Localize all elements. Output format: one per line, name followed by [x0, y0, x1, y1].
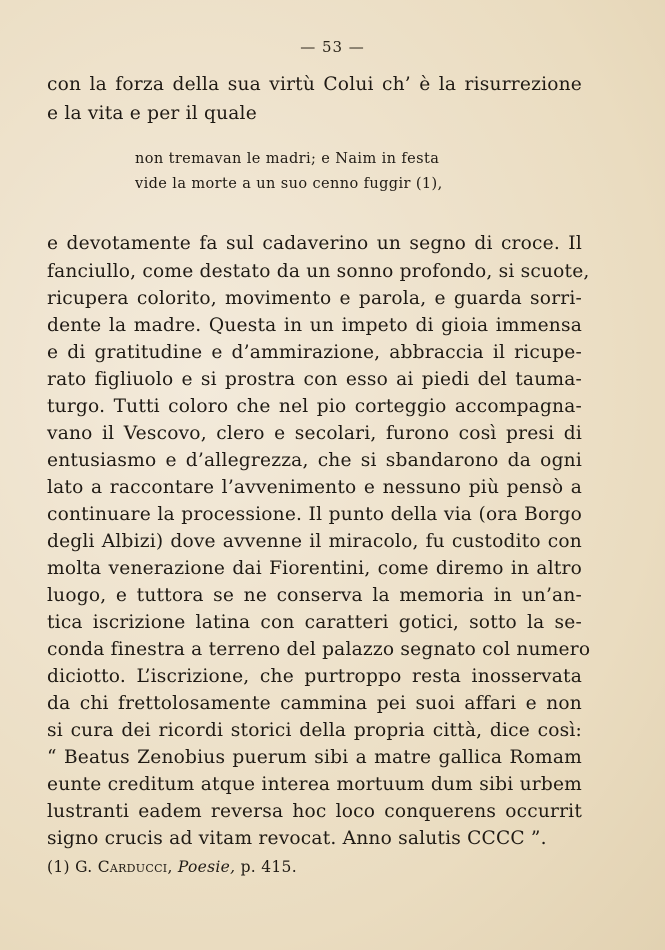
- text-line: lustranti eadem reversa hoc loco conquerens occurrit: [47, 801, 582, 822]
- text-line: signo crucis ad vitam revocat. Anno salutis CCCC ”.: [47, 828, 547, 849]
- footnote-author: Carducci,: [97, 858, 173, 876]
- text-line: diciotto. L’iscrizione, che purtroppo resta inosservata: [47, 666, 582, 687]
- text-line: dente la madre. Questa in un impeto di gioia immensa: [47, 315, 582, 336]
- text-line: fanciullo, come destato da un sonno profondo, si scuote,: [47, 261, 590, 282]
- text-line: entusiasmo e d’allegrezza, che si sbandarono da ogni: [47, 450, 582, 471]
- text-line: con la forza della sua virtù Colui ch’ è la risurrezione: [47, 74, 582, 95]
- text-line: eunte creditum atque interea mortuum dum sibi urbem: [47, 774, 582, 795]
- text-line: luogo, e tuttora se ne conserva la memoria in un’an-: [47, 585, 582, 606]
- text-line: molta venerazione dai Fiorentini, come diremo in altro: [47, 558, 582, 579]
- footnote-marker: (1) G.: [47, 858, 93, 876]
- footnote-work: Poesie,: [177, 858, 236, 876]
- footnote-page: p. 415.: [240, 858, 297, 876]
- text-line: ricupera colorito, movimento e parola, e guarda sorri-: [47, 288, 582, 309]
- footnote: [47, 858, 297, 876]
- verse-line: non tremavan le madri; e Naim in festa: [135, 151, 440, 167]
- text-line: turgo. Tutti coloro che nel pio corteggio accompagna-: [47, 396, 582, 417]
- text-line: conda finestra a terreno del palazzo segnato col numero: [47, 639, 591, 660]
- text-line: e di gratitudine e d’ammirazione, abbraccia il ricupe-: [47, 342, 582, 363]
- text-line: tica iscrizione latina con caratteri gotici, sotto la se-: [47, 612, 582, 633]
- text-line: rato figliuolo e si prostra con esso ai piedi del tauma-: [47, 369, 582, 390]
- text-line: continuare la processione. Il punto della via (ora Borgo: [47, 504, 582, 525]
- text-line: “ Beatus Zenobius puerum sibi a matre gallica Romam: [47, 747, 582, 768]
- text-line: vano il Vescovo, clero e secolari, furono così presi di: [47, 423, 582, 444]
- text-line: lato a raccontare l’avvenimento e nessuno più pensò a: [47, 477, 582, 498]
- page-number: — 53 —: [300, 38, 365, 56]
- text-line: degli Albizi) dove avvenne il miracolo, fu custodito con: [47, 531, 582, 552]
- text-line: e devotamente fa sul cadaverino un segno di croce. Il: [47, 233, 582, 254]
- text-line: e la vita e per il quale: [47, 103, 257, 124]
- text-line: da chi frettolosamente cammina pei suoi affari e non: [47, 693, 582, 714]
- verse-line: vide la morte a un suo cenno fuggir (1),: [135, 176, 443, 192]
- text-line: si cura dei ricordi storici della propria città, dice così:: [47, 720, 582, 741]
